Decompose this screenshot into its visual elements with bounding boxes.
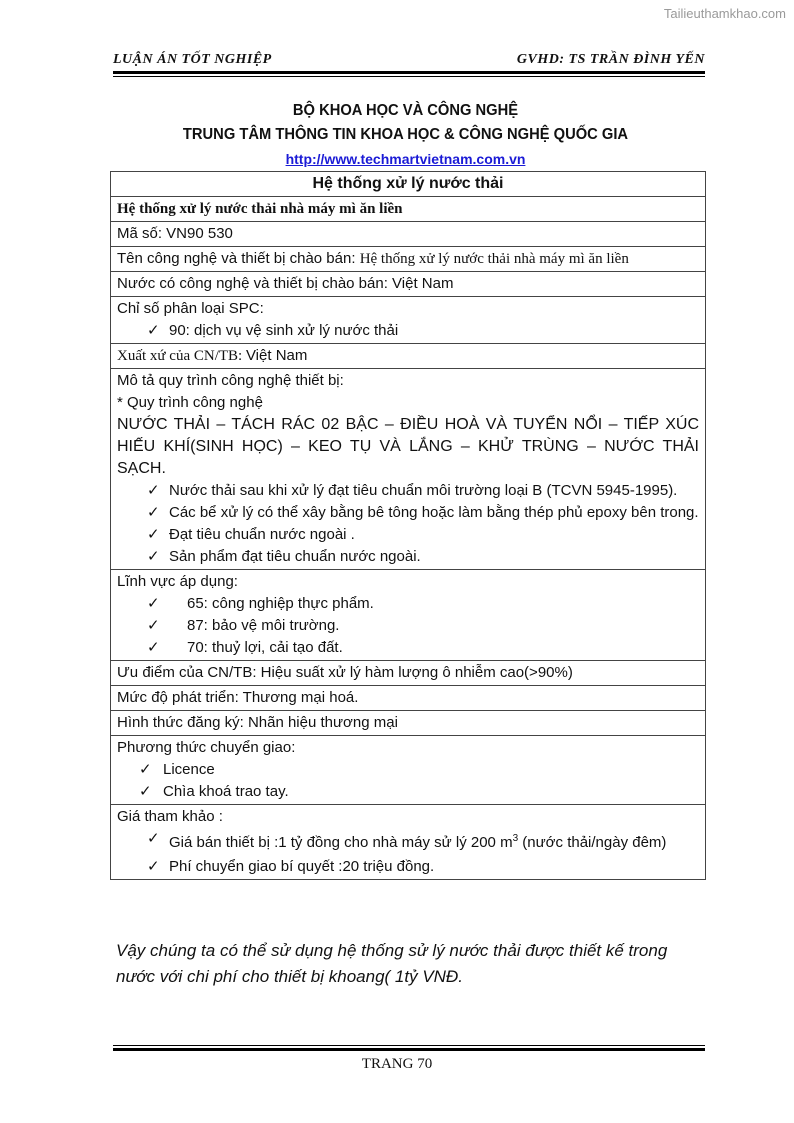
title-link[interactable]: http://www.techmartvietnam.com.vn bbox=[285, 151, 526, 167]
check-icon: ✓ bbox=[147, 482, 160, 499]
row-country: Nước có công nghệ và thiết bị chào bán: Việt Nam bbox=[111, 272, 706, 297]
origin-value: Việt Nam bbox=[245, 347, 308, 364]
field-label: Lĩnh vực áp dụng: bbox=[117, 573, 238, 590]
row-price bbox=[111, 805, 706, 880]
list-item: ✓ Sản phẩm đạt tiêu chuẩn nước ngoài. bbox=[117, 546, 699, 568]
price-label: Giá tham khảo : bbox=[117, 808, 223, 825]
table-heading: Hệ thống xử lý nước thải bbox=[111, 172, 706, 197]
list-item: ✓ Phí chuyển giao bí quyết :20 triệu đồng. bbox=[117, 856, 699, 878]
watermark: Tailieuthamkhao.com bbox=[663, 6, 786, 21]
check-icon: ✓ bbox=[147, 639, 160, 656]
list-item: ✓ Đạt tiêu chuẩn nước ngoài . bbox=[117, 524, 699, 546]
row-name bbox=[111, 247, 706, 272]
check-icon: ✓ bbox=[147, 830, 160, 847]
spc-label: Chỉ số phân loại SPC: bbox=[117, 300, 264, 317]
list-item: ✓ 70: thuỷ lợi, cải tạo đất. bbox=[117, 637, 699, 659]
header-rule-thin bbox=[113, 76, 705, 77]
conclusion: Vậy chúng ta có thể sử dụng hệ thống sử lý nước thải được thiết kế trong nước với chi phí cho thiết bị khoang( 1tỷ VNĐ. bbox=[116, 941, 668, 986]
check-icon: ✓ bbox=[147, 858, 160, 875]
list-item: ✓ 90: dịch vụ vệ sinh xử lý nước thải bbox=[117, 320, 699, 342]
check-icon: ✓ bbox=[147, 504, 160, 521]
list-item: ✓ Licence bbox=[117, 759, 699, 781]
title-center: TRUNG TÂM THÔNG TIN KHOA HỌC & CÔNG NGHỆ QUỐC GIA bbox=[182, 126, 629, 143]
check-icon: ✓ bbox=[147, 548, 160, 565]
transfer-label: Phương thức chuyển giao: bbox=[117, 739, 296, 756]
row-transfer bbox=[111, 736, 706, 805]
list-item: ✓ Các bể xử lý có thể xây bằng bê tông hoặc làm bằng thép phủ epoxy bên trong. bbox=[117, 502, 699, 524]
list-item: ✓ Giá bán thiết bị :1 tỷ đồng cho nhà máy sử lý 200 $m^3$ (nước thải/ngày đêm) bbox=[147, 830, 667, 851]
check-icon: ✓ bbox=[139, 761, 152, 778]
name-label: Tên công nghệ và thiết bị chào bán: bbox=[117, 250, 360, 267]
table-subheading: Hệ thống xử lý nước thải nhà máy mì ăn liền bbox=[111, 197, 706, 222]
check-icon: ✓ bbox=[147, 617, 160, 634]
row-registration: Hình thức đăng ký: Nhãn hiệu thương mại bbox=[111, 711, 706, 736]
check-icon: ✓ bbox=[147, 595, 160, 612]
list-item: ✓ 87: bảo vệ môi trường. bbox=[117, 615, 699, 637]
tech-table bbox=[110, 171, 706, 880]
title-ministry: BỘ KHOA HỌC VÀ CÔNG NGHỆ bbox=[292, 102, 519, 119]
list-item: ✓ Nước thải sau khi xử lý đạt tiêu chuẩn môi trường loại B (TCVN 5945-1995). bbox=[117, 480, 699, 502]
row-origin bbox=[111, 344, 706, 369]
list-item: ✓ Chìa khoá trao tay. bbox=[117, 781, 699, 803]
footer-rule-thin bbox=[113, 1045, 705, 1046]
origin-label: Xuất xứ của CN/TB: bbox=[117, 348, 246, 364]
footer-rule bbox=[113, 1048, 705, 1051]
row-fields bbox=[111, 570, 706, 661]
row-description bbox=[111, 369, 706, 570]
process-text: NƯỚC THẢI – TÁCH RÁC 02 BẬC – ĐIỀU HOÀ VÀ TUYỂN NỔI – TIẾP XÚC HIẾU KHÍ(SINH HỌC) – KEO TỤ VÀ LẮNG – KHỬ TRÙNG – NƯỚC THẢI SẠCH. bbox=[117, 416, 699, 477]
check-icon: ✓ bbox=[147, 322, 160, 339]
row-code: Mã số: VN90 530 bbox=[111, 222, 706, 247]
process-label: * Quy trình công nghệ bbox=[117, 394, 263, 411]
row-development: Mức độ phát triển: Thương mại hoá. bbox=[111, 686, 706, 711]
list-item: ✓ 65: công nghiệp thực phẩm. bbox=[117, 593, 699, 615]
check-icon: ✓ bbox=[147, 526, 160, 543]
header-left: LUẬN ÁN TỐT NGHIỆP bbox=[113, 52, 272, 67]
name-value: Hệ thống xử lý nước thải nhà máy mì ăn liền bbox=[359, 251, 629, 267]
desc-label: Mô tả quy trình công nghệ thiết bị: bbox=[117, 372, 344, 389]
row-advantage: Ưu điểm của CN/TB: Hiệu suất xử lý hàm lượng ô nhiễm cao(>90%) bbox=[111, 661, 706, 686]
page-number: TRANG 70 bbox=[361, 1056, 433, 1072]
header-right: GVHD: TS TRẦN ĐÌNH YẾN bbox=[516, 52, 705, 67]
check-icon: ✓ bbox=[139, 783, 152, 800]
row-spc bbox=[111, 297, 706, 344]
header-rule bbox=[113, 71, 705, 74]
